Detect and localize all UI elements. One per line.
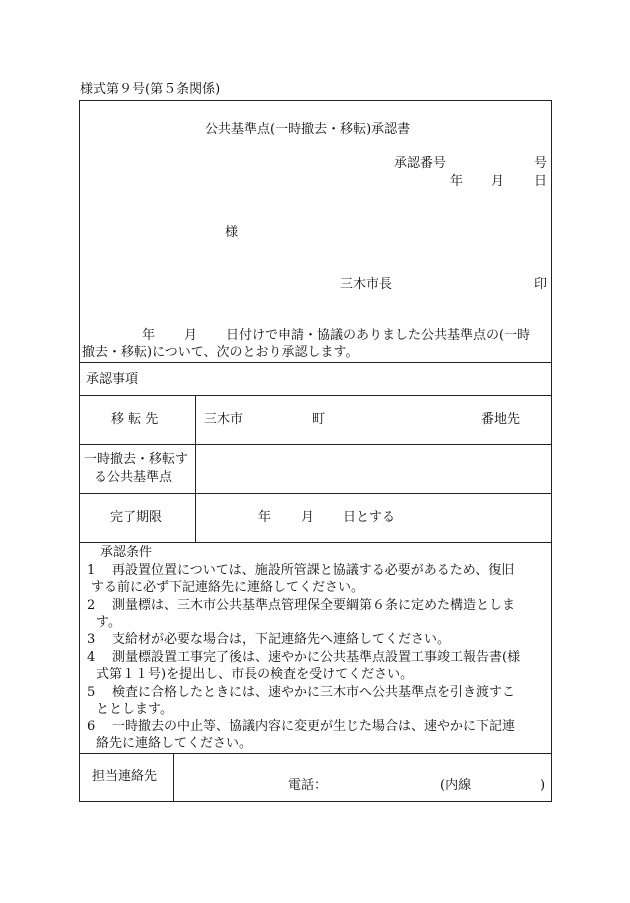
condition-line: 検査に合格したときには、速やかに三木市へ公共基準点を引き渡すこ bbox=[112, 685, 516, 700]
section-title: 承認事項 bbox=[86, 372, 139, 387]
approval-number-label: 承認番号 bbox=[394, 156, 447, 171]
target-label-line2: る公共基準点 bbox=[94, 470, 173, 485]
condition-line: ととします。 bbox=[96, 702, 173, 717]
condition-line: する前に必ず下記連絡先に連絡してください。 bbox=[91, 580, 365, 595]
date-month-label: 月 bbox=[491, 174, 505, 189]
date-year-label: 年 bbox=[450, 174, 464, 189]
relocation-town: 町 bbox=[312, 412, 326, 427]
condition-number: 3 bbox=[87, 632, 96, 647]
phone-label: 電話： bbox=[288, 778, 328, 793]
relocation-label: 移 転 先 bbox=[111, 412, 159, 427]
deadline-label: 完了期限 bbox=[110, 510, 163, 525]
deadline-end: 日とする bbox=[343, 510, 396, 525]
form-number-label: 様式第９号(第５条関係) bbox=[80, 82, 221, 97]
extension-open: (内線 bbox=[440, 778, 472, 793]
condition-line: 測量標設置工事完了後は、速やかに公共基準点設置工事竣工報告書(様 bbox=[112, 650, 521, 665]
condition-line: 測量標は、三木市公共基準点管理保全要綱第６条に定めた構造としま bbox=[112, 598, 516, 613]
intro-year-label: 年 bbox=[142, 328, 156, 343]
condition-line: 支給材が必要な場合は，下記連絡先へ連絡してください。 bbox=[112, 632, 451, 647]
condition-number: 6 bbox=[87, 719, 96, 734]
condition-line: す。 bbox=[96, 615, 121, 630]
issuer-name: 三木市長 bbox=[340, 277, 393, 292]
condition-line: 一時撤去の中止等、協議内容に変更が生じた場合は、速やかに下記連 bbox=[112, 719, 516, 734]
intro-month-label: 月 bbox=[184, 328, 198, 343]
relocation-city: 三木市 bbox=[204, 412, 244, 427]
deadline-month: 月 bbox=[301, 510, 315, 525]
intro-text-line1: 日付けで申請・協議のありました公共基準点の(一時 bbox=[226, 328, 531, 343]
document-title: 公共基準点(一時撤去・移転)承認書 bbox=[205, 122, 411, 137]
condition-number: 4 bbox=[87, 650, 96, 665]
seal-mark: 印 bbox=[534, 277, 548, 292]
intro-text-line2: 撤去・移転)について、次のとおり承認します。 bbox=[82, 345, 359, 360]
target-label-line1: 一時撤去・移転す bbox=[84, 452, 189, 467]
addressee-suffix: 様 bbox=[225, 225, 239, 240]
extension-close: ) bbox=[540, 778, 546, 793]
conditions-title: 承認条件 bbox=[100, 545, 153, 560]
condition-line: 再設置位置については、施設所管課と協議する必要があるため、復旧 bbox=[112, 563, 515, 578]
condition-number: 5 bbox=[87, 685, 96, 700]
date-day-label: 日 bbox=[534, 174, 548, 189]
approval-number-suffix: 号 bbox=[534, 156, 548, 171]
condition-line: 式第１１号)を提出し、市長の検査を受けてください。 bbox=[96, 667, 414, 682]
condition-line: 絡先に連絡してください。 bbox=[96, 736, 253, 751]
deadline-year: 年 bbox=[258, 510, 272, 525]
contact-label: 担当連絡先 bbox=[92, 769, 158, 784]
condition-number: 2 bbox=[87, 598, 96, 613]
condition-number: 1 bbox=[87, 563, 96, 578]
relocation-lot: 番地先 bbox=[481, 412, 521, 427]
